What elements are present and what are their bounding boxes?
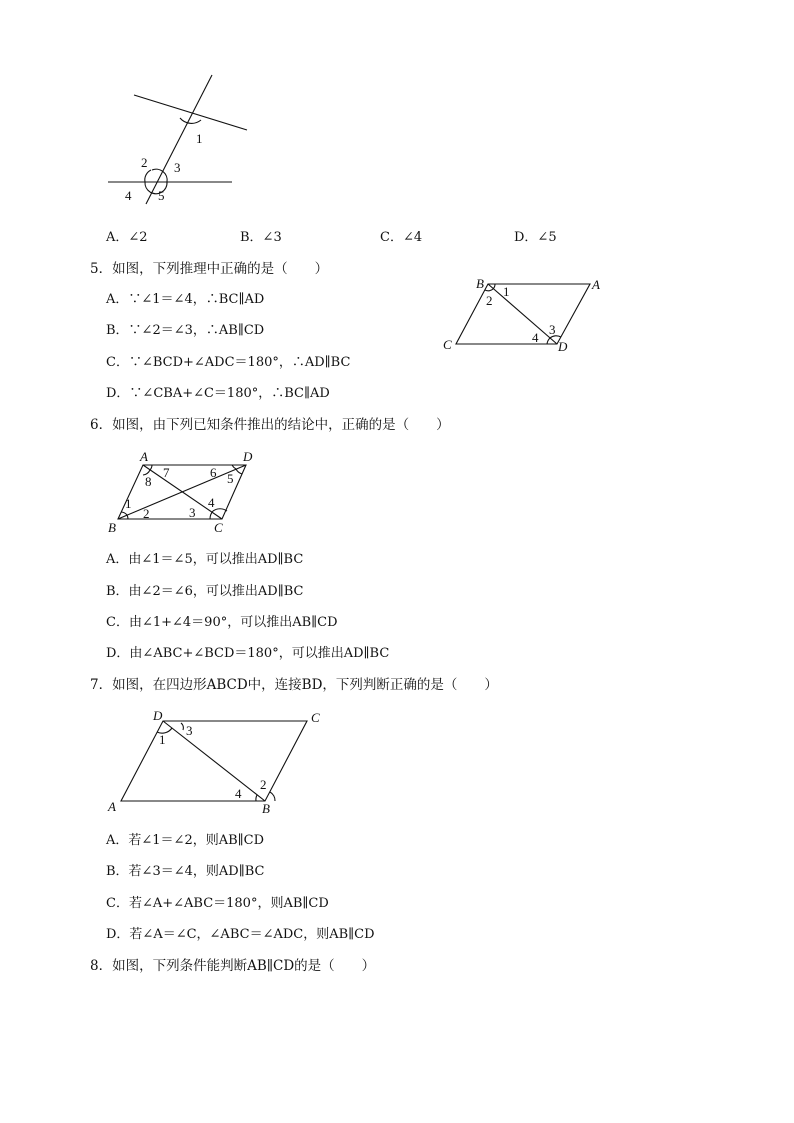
q6-option-c[interactable]: C．由∠1+∠4＝90°，可以推出AB∥CD — [106, 615, 338, 630]
q5-label-C: C — [443, 337, 452, 352]
q6-label-6: 6 — [210, 465, 217, 480]
q7-stem: 7．如图，在四边形ABCD中，连接BD，下列判断正确的是（ ） — [90, 677, 498, 693]
q8-stem: 8．如图，下列条件能判断AB∥CD的是（ ） — [90, 958, 376, 974]
q6-label-2: 2 — [143, 506, 150, 521]
q6-label-D: D — [243, 449, 253, 464]
q5-stem: 5．如图，下列推理中正确的是（ ） — [90, 261, 329, 277]
q4-option-b[interactable]: B．∠3 — [240, 230, 282, 245]
q6-label-B: B — [108, 520, 116, 535]
q4-option-d[interactable]: D．∠5 — [514, 230, 557, 245]
q4-label-1: 1 — [196, 131, 203, 146]
q7-label-1: 1 — [159, 732, 166, 747]
q6-label-4: 4 — [208, 495, 215, 510]
q5-label-B: B — [476, 276, 484, 291]
q7-option-d[interactable]: D．若∠A＝∠C，∠ABC＝∠ADC，则AB∥CD — [106, 927, 375, 942]
q6-label-7: 7 — [163, 465, 170, 480]
q5-option-c[interactable]: C．∵∠BCD+∠ADC＝180°，∴AD∥BC — [106, 355, 351, 370]
q5-option-d[interactable]: D．∵∠CBA+∠C＝180°，∴BC∥AD — [106, 386, 330, 401]
q4-option-a[interactable]: A．∠2 — [106, 230, 148, 245]
q7-option-b[interactable]: B．若∠3＝∠4，则AD∥BC — [106, 864, 265, 879]
q6-label-8: 8 — [145, 474, 152, 489]
q5-option-a[interactable]: A．∵∠1＝∠4，∴BC∥AD — [106, 292, 265, 307]
q5-label-4: 4 — [532, 330, 539, 345]
q7-label-4: 4 — [235, 786, 242, 801]
q6-option-a[interactable]: A．由∠1＝∠5，可以推出AD∥BC — [106, 552, 304, 567]
q5-label-A: A — [592, 277, 600, 292]
q7-label-D: D — [153, 708, 163, 723]
q4-label-3: 3 — [174, 160, 181, 175]
q6-label-1: 1 — [125, 496, 132, 511]
q6-label-A: A — [140, 449, 148, 464]
q7-label-3: 3 — [186, 723, 193, 738]
q5-label-D: D — [558, 339, 568, 354]
q6-label-5: 5 — [227, 471, 234, 486]
q5-label-1: 1 — [503, 284, 510, 299]
q7-label-B: B — [262, 801, 270, 816]
q7-label-A: A — [108, 799, 116, 814]
q7-label-C: C — [311, 710, 320, 725]
q4-label-2: 2 — [141, 155, 148, 170]
q4-label-5: 5 — [158, 188, 165, 203]
q6-label-3: 3 — [189, 505, 196, 520]
q5-label-2: 2 — [486, 293, 493, 308]
q6-option-b[interactable]: B．由∠2＝∠6，可以推出AD∥BC — [106, 584, 304, 599]
q5-option-b[interactable]: B．∵∠2＝∠3，∴AB∥CD — [106, 323, 265, 338]
q7-label-2: 2 — [260, 777, 267, 792]
q6-option-d[interactable]: D．由∠ABC+∠BCD＝180°，可以推出AD∥BC — [106, 646, 390, 661]
q7-option-a[interactable]: A．若∠1＝∠2，则AB∥CD — [106, 833, 265, 848]
q6-label-C: C — [214, 520, 223, 535]
q4-option-c[interactable]: C．∠4 — [380, 230, 423, 245]
q6-stem: 6．如图，由下列已知条件推出的结论中，正确的是（ ） — [90, 417, 450, 433]
q7-option-c[interactable]: C．若∠A+∠ABC＝180°，则AB∥CD — [106, 896, 329, 911]
q5-label-3: 3 — [549, 322, 556, 337]
q4-label-4: 4 — [125, 188, 132, 203]
